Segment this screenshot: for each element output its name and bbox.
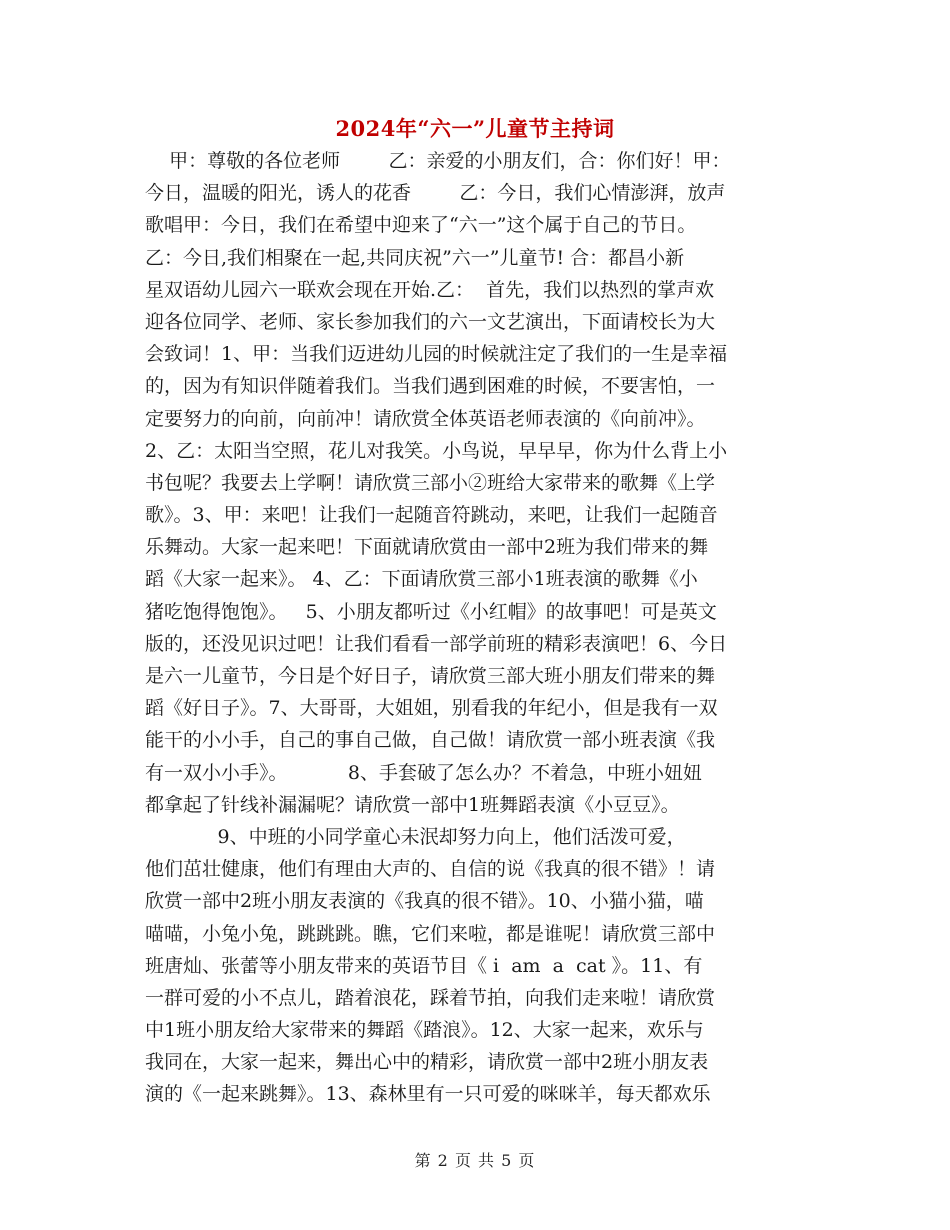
- text-line: 会致词！1、甲：当我们迈进幼儿园的时候就注定了我们的一生是幸福: [145, 343, 728, 366]
- document-title: 2024年“六一”儿童节主持词: [335, 116, 615, 141]
- text-line: 今日，温暖的阳光，诱人的花香 乙：今日，我们心情澎湃，放声: [145, 182, 726, 205]
- text-line: 歌》。3、甲：来吧！让我们一起随音符跳动，来吧，让我们一起随音: [145, 504, 718, 527]
- text-line: 的，因为有知识伴随着我们。当我们遇到困难的时候，不要害怕，一: [145, 375, 716, 398]
- text-line: 蹈《好日子》。7、大哥哥，大姐姐，别看我的年纪小，但是我有一双: [145, 697, 718, 720]
- text-line: 乐舞动。大家一起来吧！下面就请欣赏由一部中2班为我们带来的舞: [145, 536, 709, 559]
- text-line: 演的《一起来跳舞》。13、森林里有一只可爱的咪咪羊，每天都欢乐: [145, 1083, 711, 1106]
- text-line: 书包呢？我要去上学啊！请欣赏三部小②班给大家带来的歌舞《上学: [145, 471, 716, 494]
- text-line: 版的，还没见识过吧！让我们看看一部学前班的精彩表演吧！6、今日: [145, 632, 728, 655]
- text-line: 都拿起了针线补漏漏呢？请欣赏一部中1班舞蹈表演《小豆豆》。: [145, 793, 680, 816]
- text-line: 欣赏一部中2班小朋友表演的《我真的很不错》。10、小猫小猫，喵: [145, 890, 704, 913]
- text-line: 蹈《大家一起来》。 4、乙：下面请欣赏三部小1班表演的歌舞《小: [145, 568, 698, 591]
- text-line: 猪吃饱得饱饱》。 5、小朋友都听过《小红帽》的故事吧！可是英文: [145, 600, 717, 623]
- text-line: 定要努力的向前，向前冲！请欣赏全体英语老师表演的《向前冲》。: [145, 407, 706, 430]
- body-text: [145, 145, 815, 1111]
- text-line: 我同在，大家一起来，舞出心中的精彩，请欣赏一部中2班小朋友表: [145, 1051, 709, 1074]
- text-line: 中1班小朋友给大家带来的舞蹈《踏浪》。12、大家一起来，欢乐与: [145, 1019, 704, 1042]
- text-line: 9、中班的小同学童心未泯却努力向上，他们活泼可爱，: [145, 825, 686, 848]
- text-line: 乙：今日,我们相聚在一起,共同庆祝”六一”儿童节! 合：都昌小新: [145, 246, 685, 269]
- text-line: 能干的小小手，自己的事自己做，自己做！请欣赏一部小班表演《我: [145, 729, 716, 752]
- page-number-footer: 第 2 页 共 5 页: [414, 1151, 536, 1170]
- text-line: 班唐灿、张蕾等小朋友带来的英语节目《 i am a cat 》。11、有: [145, 954, 703, 977]
- text-line: 迎各位同学、老师、家长参加我们的六一文艺演出，下面请校长为大: [145, 310, 716, 333]
- text-line: 2、乙：太阳当空照，花儿对我笑。小鸟说，早早早，你为什么背上小: [145, 439, 728, 462]
- text-line: 一群可爱的小不点儿，踏着浪花，踩着节拍，向我们走来啦！请欣赏: [145, 986, 716, 1009]
- text-line: 有一双小小手》。 8、手套破了怎么办？不着急，中班小妞妞: [145, 761, 702, 784]
- text-line: 星双语幼儿园六一联欢会现在开始.乙： 首先，我们以热烈的掌声欢: [145, 278, 715, 301]
- text-line: 喵喵，小兔小兔，跳跳跳。瞧，它们来啦，都是谁呢！请欣赏三部中: [145, 922, 716, 945]
- text-line: 他们茁壮健康，他们有理由大声的、自信的说《我真的很不错》！请: [145, 858, 716, 881]
- text-line: 歌唱甲：今日，我们在希望中迎来了“六一”这个属于自己的节日。: [145, 214, 697, 237]
- text-line: 甲：尊敬的各位老师 乙：亲爱的小朋友们，合：你们好！甲：: [145, 150, 731, 172]
- text-line: 是六一儿童节，今日是个好日子，请欣赏三部大班小朋友们带来的舞: [145, 665, 716, 687]
